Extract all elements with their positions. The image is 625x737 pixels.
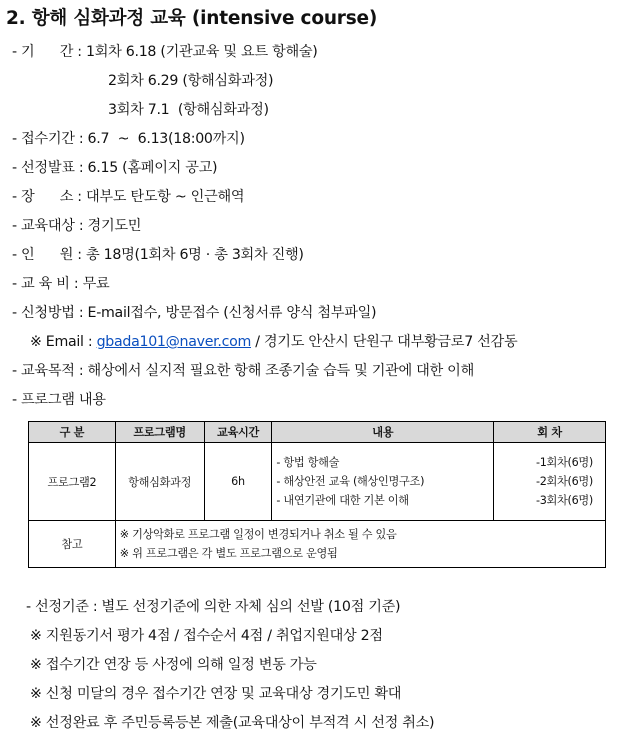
period-row [12, 41, 318, 61]
selection-announce: - 선정발표 : 6.15 (홈페이지 공고) [12, 160, 218, 176]
table-header-row [29, 422, 606, 443]
criteria-note: ※ 선정완료 후 주민등록등본 제출(교육대상이 부적격 시 선정 취소) [30, 715, 435, 731]
criteria-note: ※ 지원동기서 평가 4점 / 접수순서 4점 / 취업지원대상 2점 [30, 628, 383, 644]
fee: - 교 육 비 : 무료 [12, 276, 110, 292]
header-hours: 교육시간 [204, 422, 272, 443]
program-table [28, 421, 606, 568]
email-note [30, 331, 517, 351]
email-note-prefix: ※ Email : [30, 334, 97, 350]
period-item-1: 1회차 6.18 (기관교육 및 요트 항해술) [86, 44, 318, 60]
cell-program-name: 항해심화과정 [115, 443, 204, 521]
location: - 장 소 : 대부도 탄도항 ~ 인근해역 [12, 189, 245, 205]
cell-contents [272, 443, 494, 521]
cell-note-label: 참고 [29, 521, 116, 568]
headcount: - 인 원 : 총 18명(1회차 6명 · 총 3회차 진행) [12, 247, 304, 263]
criteria-note: ※ 접수기간 연장 등 사정에 의해 일정 변동 가능 [30, 657, 317, 673]
note-item: ※ 위 프로그램은 각 별도 프로그램으로 운영됨 [119, 547, 338, 560]
content-item: - 항법 항해술 [276, 456, 340, 469]
education-purpose: - 교육목적 : 해상에서 실지적 필요한 항해 조종기술 습득 및 기관에 대한 이해 [12, 363, 474, 379]
period-label: - 기 간 : [12, 44, 82, 60]
table-row [29, 443, 606, 521]
apply-method: - 신청방법 : E-mail접수, 방문접수 (신청서류 양식 첨부파일) [12, 305, 377, 321]
email-link[interactable]: gbada101@naver.com [96, 334, 251, 350]
note-item: ※ 기상악화로 프로그램 일정이 변경되거나 취소 될 수 있음 [119, 528, 397, 541]
header-category: 구 분 [29, 422, 116, 443]
round-item: -2회차(6명) [535, 475, 593, 488]
table-note-row [29, 521, 606, 568]
cell-category: 프로그램2 [29, 443, 116, 521]
round-item: -3회차(6명) [535, 494, 593, 507]
header-program-name: 프로그램명 [115, 422, 204, 443]
education-target: - 교육대상 : 경기도민 [12, 218, 142, 234]
selection-criteria: - 선정기준 : 별도 선정기준에 의한 자체 심의 선발 (10점 기준) [26, 599, 401, 615]
page-title: 2. 항해 심화과정 교육 (intensive course) [6, 8, 378, 29]
cell-notes [115, 521, 605, 568]
header-content: 내용 [272, 422, 494, 443]
criteria-note: ※ 신청 미달의 경우 접수기간 연장 및 교육대상 경기도민 확대 [30, 686, 402, 702]
application-period: - 접수기간 : 6.7 ~ 6.13(18:00까지) [12, 131, 245, 147]
program-heading: - 프로그램 내용 [12, 392, 106, 408]
period-item-2: 2회차 6.29 (항해심화과정) [108, 73, 274, 89]
period-item-3: 3회차 7.1 (항해심화과정) [108, 102, 269, 118]
content-item: - 해상안전 교육 (해상인명구조) [276, 475, 425, 488]
cell-rounds [494, 443, 606, 521]
cell-hours: 6h [204, 443, 272, 521]
header-rounds: 회 차 [494, 422, 606, 443]
round-item: -1회차(6명) [535, 456, 593, 469]
email-note-suffix: / 경기도 안산시 단원구 대부황금로7 선감동 [251, 334, 518, 350]
content-item: - 내연기관에 대한 기본 이해 [276, 494, 409, 507]
